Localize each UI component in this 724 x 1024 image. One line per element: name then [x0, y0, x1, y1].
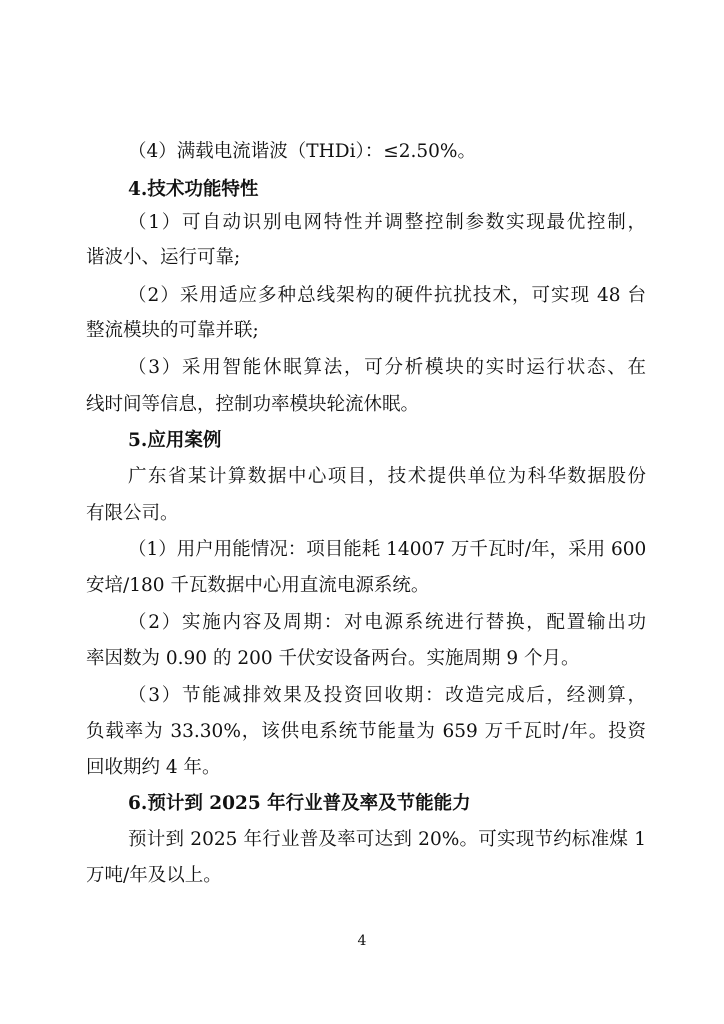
paragraph-line: （1）用户用能情况：项目能耗 14007 万千瓦时/年，采用 600 [128, 539, 647, 560]
paragraph-line: 负载率为 33.30%，该供电系统节能量为 659 万千瓦时/年。投资 [86, 721, 646, 742]
section-heading-cases: 5.应用案例 [128, 430, 222, 451]
page-number: 4 [357, 933, 367, 949]
paragraph-line: （3）采用智能休眠算法，可分析模块的实时运行状态、在 [128, 357, 646, 378]
paragraph-line: 回收期约 4 年。 [86, 757, 221, 778]
section-heading-features: 4.技术功能特性 [128, 179, 259, 200]
paragraph-line: 率因数为 0.90 的 200 千伏安设备两台。实施周期 9 个月。 [86, 648, 580, 669]
paragraph-line: （2）采用适应多种总线架构的硬件抗扰技术，可实现 48 台 [128, 285, 646, 306]
section-heading-forecast: 6.预计到 2025 年行业普及率及节能能力 [128, 793, 471, 814]
paragraph-line: 线时间等信息，控制功率模块轮流休眠。 [86, 394, 420, 415]
paragraph-line: 安培/180 千瓦数据中心用直流电源系统。 [86, 575, 430, 596]
paragraph-line: 整流模块的可靠并联; [86, 320, 259, 341]
paragraph-line: 有限公司。 [86, 503, 179, 524]
paragraph-line: （2）实施内容及周期：对电源系统进行替换，配置输出功 [128, 612, 646, 633]
paragraph-line: 预计到 2025 年行业普及率可达到 20%。可实现节约标准煤 1 [128, 829, 646, 850]
spec-line-thdi: （4）满载电流谐波（THDi）：≤2.50%。 [128, 141, 477, 162]
paragraph-line: 万吨/年及以上。 [86, 865, 222, 886]
paragraph-line: 广东省某计算数据中心项目，技术提供单位为科华数据股份 [128, 466, 646, 487]
paragraph-line: （1）可自动识别电网特性并调整控制参数实现最优控制， [128, 212, 646, 233]
paragraph-line: （3）节能减排效果及投资回收期：改造完成后，经测算， [128, 685, 646, 706]
paragraph-line: 谐波小、运行可靠; [86, 247, 241, 268]
